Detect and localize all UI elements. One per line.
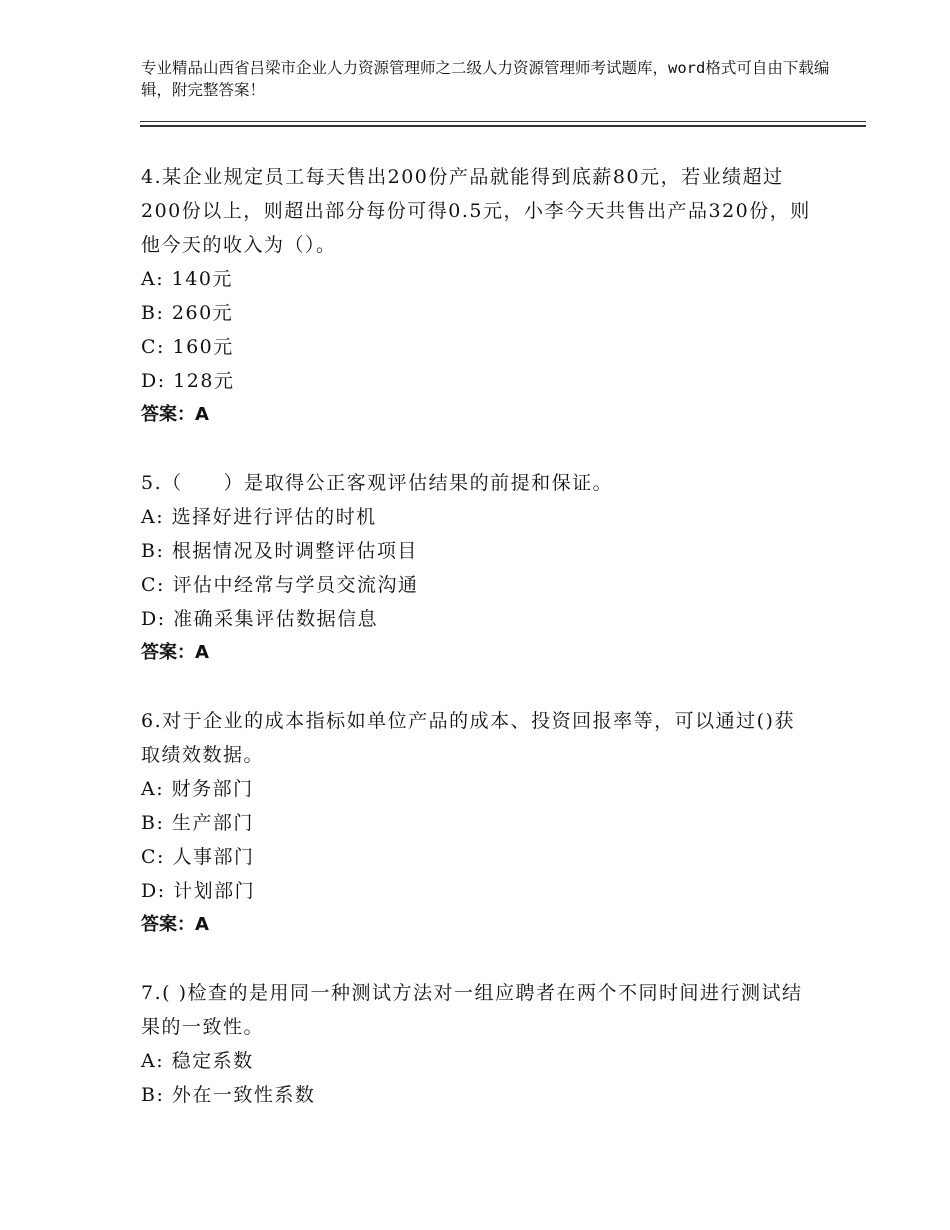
document-header: 专业精品山西省吕梁市企业人力资源管理师之二级人力资源管理师考试题库，word格式可自由下载编辑，附完整答案！ <box>141 59 830 99</box>
question-text: 5.（ ）是取得公正客观评估结果的前提和保证。 <box>141 472 614 494</box>
option-b: B: 外在一致性系数 <box>141 1084 316 1106</box>
spacer <box>141 432 811 466</box>
answer-label: 答案：A <box>141 642 209 663</box>
option-c: C: 160元 <box>141 336 234 358</box>
option-a: A: 财务部门 <box>141 778 254 800</box>
question-list <box>141 160 811 1112</box>
option-b: B: 260元 <box>141 302 234 324</box>
option-b: B: 生产部门 <box>141 812 254 834</box>
option-d: D: 128元 <box>141 370 235 392</box>
option-b: B: 根据情况及时调整评估项目 <box>141 540 418 562</box>
spacer <box>141 942 811 976</box>
option-d: D: 计划部门 <box>141 880 256 902</box>
question-7 <box>141 976 811 1112</box>
spacer <box>141 670 811 704</box>
question-6 <box>141 704 811 942</box>
header-rule-thin <box>140 121 866 122</box>
question-5 <box>141 466 811 670</box>
question-text: 4.某企业规定员工每天售出200份产品就能得到底薪80元，若业绩超过200份以上，则超出部分每份可得0.5元，小李今天共售出产品320份，则他今天的收入为（）。 <box>141 166 811 256</box>
option-a: A: 选择好进行评估的时机 <box>141 506 377 528</box>
question-4 <box>141 160 811 432</box>
header-rule-thick <box>140 125 866 127</box>
answer-label: 答案：A <box>141 914 209 935</box>
question-text: 6.对于企业的成本指标如单位产品的成本、投资回报率等，可以通过()获取绩效数据。 <box>141 710 795 766</box>
option-c: C: 人事部门 <box>141 846 255 868</box>
question-text: 7.( )检查的是用同一种测试方法对一组应聘者在两个不同时间进行测试结果的一致性。 <box>141 982 803 1038</box>
option-d: D: 准确采集评估数据信息 <box>141 608 379 630</box>
option-c: C: 评估中经常与学员交流沟通 <box>141 574 419 596</box>
answer-label: 答案：A <box>141 404 209 425</box>
option-a: A: 稳定系数 <box>141 1050 254 1072</box>
option-a: A: 140元 <box>141 268 233 290</box>
